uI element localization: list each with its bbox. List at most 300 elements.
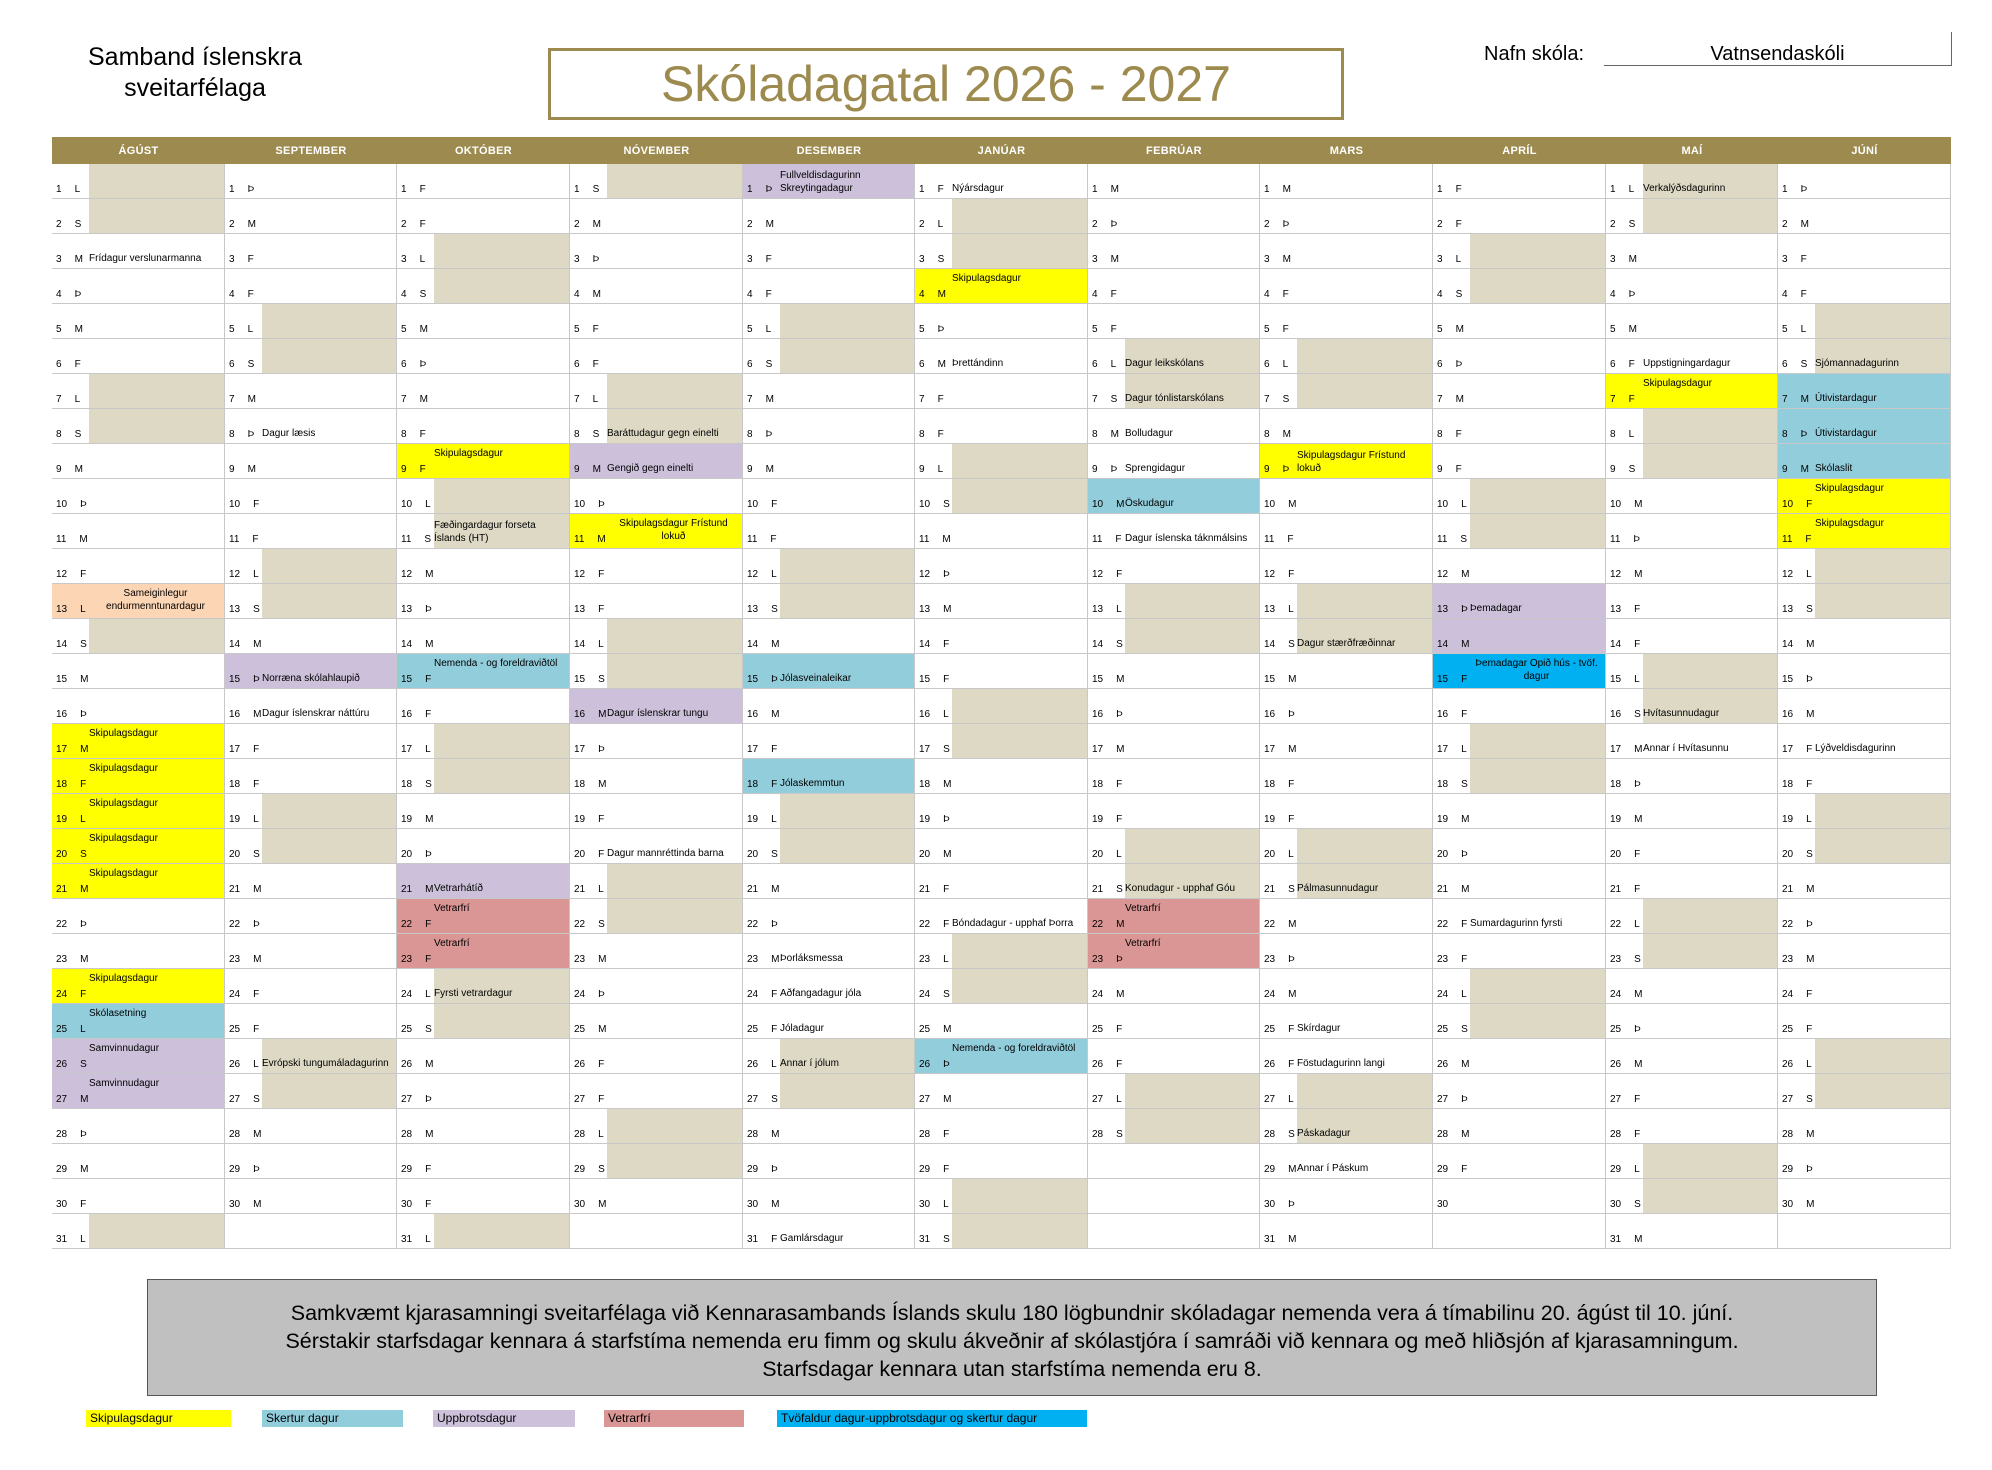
day-of-month: 20	[1092, 849, 1104, 860]
month-header: SEPTEMBER	[225, 137, 397, 164]
day-number	[919, 954, 949, 965]
weekday-letter: M	[1455, 324, 1464, 335]
weekday-letter: S	[1806, 1094, 1813, 1105]
weekday-letter: S	[937, 254, 945, 265]
day-cell	[225, 1004, 397, 1039]
day-cell	[397, 514, 570, 549]
day-cell	[397, 1074, 570, 1109]
day-cell	[915, 619, 1088, 654]
weekday-letter: F	[425, 1199, 432, 1210]
weekday-letter: M	[1455, 394, 1464, 405]
day-cell	[397, 864, 570, 899]
day-of-month: 29	[574, 1164, 586, 1175]
day-cell	[1433, 724, 1606, 759]
weekday-letter: M	[1634, 1059, 1643, 1070]
day-number	[401, 289, 426, 300]
weekday-letter: F	[771, 1234, 778, 1245]
day-number	[1092, 324, 1117, 335]
day-number	[1437, 919, 1467, 930]
day-cell	[1778, 584, 1951, 619]
weekday-letter: F	[598, 1094, 605, 1105]
day-of-month: 19	[229, 814, 241, 825]
school-name-field[interactable]: Vatnsendaskóli	[1604, 32, 1952, 66]
day-of-month: 1	[574, 184, 580, 195]
day-of-month: 10	[1610, 499, 1622, 510]
day-number	[56, 604, 86, 615]
day-number	[919, 464, 943, 475]
day-number	[919, 744, 950, 755]
day-cell	[915, 654, 1088, 689]
weekday-letter: Þ	[253, 674, 260, 685]
day-cell	[570, 1214, 743, 1249]
day-of-month: 2	[1092, 219, 1098, 230]
day-cell	[1606, 584, 1778, 619]
day-of-month: 2	[1264, 219, 1270, 230]
day-event-label: Skipulagsdagur	[89, 833, 158, 844]
day-number	[1264, 499, 1296, 510]
day-of-month: 20	[229, 849, 241, 860]
day-event-label: Annar í Páskum	[1297, 1163, 1369, 1174]
day-cell	[1778, 724, 1951, 759]
day-cell	[1088, 619, 1260, 654]
weekday-letter: M	[942, 534, 951, 545]
weekday-letter: F	[425, 674, 432, 685]
day-of-month: 21	[747, 884, 759, 895]
day-cell	[52, 1039, 225, 1074]
day-number	[1610, 1164, 1640, 1175]
day-number	[229, 1199, 261, 1210]
day-cell	[1606, 1179, 1778, 1214]
weekday-letter: M	[937, 289, 946, 300]
day-cell	[570, 479, 743, 514]
weekday-letter: S	[943, 499, 950, 510]
weekday-letter: F	[1634, 884, 1641, 895]
weekday-letter: S	[1288, 1129, 1295, 1140]
day-cell	[570, 654, 743, 689]
weekday-letter: F	[1806, 744, 1813, 755]
day-of-month: 15	[229, 674, 241, 685]
day-of-month: 11	[1437, 534, 1448, 545]
weekday-letter: F	[1287, 534, 1294, 545]
weekday-letter: S	[592, 429, 600, 440]
day-number	[919, 1059, 950, 1070]
day-number	[1437, 1059, 1469, 1070]
day-number	[56, 1059, 87, 1070]
day-number	[919, 394, 944, 405]
day-cell	[1260, 444, 1433, 479]
weekday-letter: F	[252, 534, 259, 545]
day-of-month: 10	[919, 499, 931, 510]
day-of-month: 28	[1610, 1129, 1622, 1140]
day-of-month: 28	[1264, 1129, 1276, 1140]
day-of-month: 22	[747, 919, 759, 930]
weekday-letter: F	[1800, 289, 1807, 300]
day-of-month: 13	[56, 604, 68, 615]
day-cell	[915, 1144, 1088, 1179]
day-of-month: 3	[401, 254, 407, 265]
weekday-letter: M	[1110, 254, 1119, 265]
weekday-letter: M	[1110, 429, 1119, 440]
day-of-month: 3	[229, 254, 235, 265]
day-number	[1092, 674, 1124, 685]
legend-item: Vetrarfrí	[604, 1410, 744, 1427]
weekday-letter: F	[592, 324, 599, 335]
day-cell	[570, 1144, 743, 1179]
day-number	[229, 884, 261, 895]
weekday-letter: M	[1288, 919, 1297, 930]
day-number	[747, 289, 772, 300]
day-of-month: 12	[56, 569, 68, 580]
day-number	[747, 989, 777, 1000]
day-number	[1092, 814, 1122, 825]
weekday-letter: F	[943, 919, 950, 930]
weekday-letter: Þ	[598, 499, 605, 510]
day-of-month: 29	[919, 1164, 931, 1175]
day-cell	[1778, 864, 1951, 899]
day-cell	[1433, 619, 1606, 654]
day-number	[1610, 1059, 1642, 1070]
weekday-letter: Þ	[80, 919, 87, 930]
day-of-month: 6	[1610, 359, 1616, 370]
day-cell	[743, 864, 915, 899]
day-number	[1437, 569, 1469, 580]
day-of-month: 10	[1437, 499, 1449, 510]
weekday-letter: M	[1634, 569, 1643, 580]
day-cell	[1088, 409, 1260, 444]
day-of-month: 30	[574, 1199, 586, 1210]
weekday-letter: L	[592, 394, 599, 405]
day-of-month: 19	[1092, 814, 1104, 825]
day-of-month: 17	[229, 744, 241, 755]
day-number	[747, 1059, 777, 1070]
day-cell	[915, 199, 1088, 234]
day-of-month: 20	[1264, 849, 1276, 860]
day-of-month: 25	[1264, 1024, 1276, 1035]
day-cell	[1260, 654, 1433, 689]
day-cell	[52, 304, 225, 339]
day-cell	[915, 514, 1088, 549]
day-number	[1437, 1164, 1467, 1175]
day-cell	[1088, 164, 1260, 199]
day-number	[747, 569, 777, 580]
day-of-month: 17	[401, 744, 413, 755]
weekday-letter: M	[592, 219, 601, 230]
day-event-label: Skipulagsdagur Frístund lokuð	[1297, 450, 1406, 474]
weekday-letter: Þ	[592, 254, 600, 265]
day-number	[229, 814, 259, 825]
day-cell	[743, 199, 915, 234]
weekday-letter: Þ	[247, 184, 255, 195]
day-of-month: 23	[1437, 954, 1449, 965]
day-number	[574, 1059, 604, 1070]
day-of-month: 28	[56, 1129, 68, 1140]
day-cell	[570, 339, 743, 374]
day-event-label: Vetrarhátíð	[434, 883, 483, 894]
day-of-month: 20	[919, 849, 931, 860]
day-number	[401, 184, 426, 195]
day-number	[56, 359, 81, 370]
day-cell	[915, 339, 1088, 374]
day-of-month: 1	[1264, 184, 1270, 195]
day-cell	[570, 1039, 743, 1074]
day-cell	[1088, 899, 1260, 934]
weekday-letter: L	[1461, 499, 1467, 510]
weekday-letter: F	[771, 989, 778, 1000]
weekday-letter: F	[1110, 324, 1117, 335]
day-cell	[1088, 1144, 1260, 1179]
day-of-month: 12	[229, 569, 241, 580]
day-of-month: 31	[1264, 1234, 1276, 1245]
weekday-letter: M	[1461, 814, 1470, 825]
day-of-month: 15	[56, 674, 68, 685]
day-cell	[1606, 969, 1778, 1004]
day-event-label: Sjómannadagurinn	[1815, 358, 1899, 369]
day-cell	[397, 794, 570, 829]
day-number	[229, 919, 260, 930]
weekday-letter: Þ	[943, 814, 950, 825]
weekday-letter: F	[1455, 184, 1462, 195]
day-event-label: Skipulagsdagur	[89, 868, 158, 879]
day-cell	[397, 934, 570, 969]
day-cell	[743, 654, 915, 689]
day-of-month: 16	[1610, 709, 1622, 720]
weekday-letter: S	[419, 289, 427, 300]
day-of-month: 26	[401, 1059, 413, 1070]
weekday-letter: S	[1806, 849, 1813, 860]
day-number	[1610, 814, 1642, 825]
day-number	[1437, 814, 1469, 825]
day-cell	[1433, 654, 1606, 689]
day-cell	[915, 864, 1088, 899]
day-of-month: 15	[1437, 674, 1449, 685]
weekday-letter: S	[80, 639, 87, 650]
day-of-month: 4	[574, 289, 580, 300]
day-number	[1782, 779, 1812, 790]
weekday-letter: M	[419, 324, 428, 335]
weekday-letter: F	[1806, 499, 1813, 510]
day-of-month: 8	[1437, 429, 1443, 440]
day-of-month: 29	[56, 1164, 68, 1175]
day-cell	[915, 1039, 1088, 1074]
day-cell	[1778, 899, 1951, 934]
day-cell	[915, 1214, 1088, 1249]
day-event-label: Nemenda - og foreldraviðtöl	[434, 658, 558, 669]
day-number	[574, 499, 605, 510]
day-number	[1610, 289, 1635, 300]
day-number	[56, 919, 87, 930]
weekday-letter: L	[1806, 1059, 1812, 1070]
day-of-month: 6	[401, 359, 407, 370]
day-event-label: Bóndadagur - upphaf Þorra	[952, 918, 1074, 929]
day-cell	[570, 899, 743, 934]
day-cell	[1088, 584, 1260, 619]
day-event-label: Sumardagurinn fyrsti	[1470, 918, 1563, 929]
weekday-letter: Þ	[80, 1129, 87, 1140]
day-of-month: 30	[56, 1199, 68, 1210]
day-cell	[743, 1144, 915, 1179]
day-event-label: Skipulagsdagur	[1815, 518, 1884, 529]
day-number	[1264, 604, 1294, 615]
day-number	[919, 1024, 951, 1035]
day-of-month: 23	[401, 954, 413, 965]
day-number	[1610, 604, 1640, 615]
day-cell	[743, 934, 915, 969]
note-line-2: Sérstakir starfsdagar kennara á starfstíma nemenda eru fimm og skulu ákveðnir af skólastjóra í samráði við kennara og með hliðsjón af kjarasamningum.	[285, 1329, 1739, 1353]
weekday-letter: L	[937, 219, 944, 230]
day-number	[1092, 1059, 1122, 1070]
weekday-letter: F	[1116, 1059, 1123, 1070]
day-number	[1610, 1129, 1640, 1140]
day-of-month: 28	[401, 1129, 413, 1140]
weekday-letter: F	[1628, 394, 1635, 405]
weekday-letter: F	[937, 429, 944, 440]
weekday-letter: M	[1634, 744, 1643, 755]
weekday-letter: F	[1806, 779, 1813, 790]
weekday-letter: F	[253, 744, 260, 755]
day-number	[1437, 359, 1462, 370]
weekday-letter: Þ	[943, 569, 950, 580]
day-of-month: 29	[1782, 1164, 1794, 1175]
day-event-label: Pálmasunnudagur	[1297, 883, 1379, 894]
day-of-month: 22	[1782, 919, 1794, 930]
weekday-letter: F	[1634, 849, 1641, 860]
day-number	[1610, 499, 1642, 510]
day-number	[401, 779, 432, 790]
day-of-month: 15	[919, 674, 931, 685]
day-number	[1264, 919, 1296, 930]
day-cell	[225, 304, 397, 339]
day-of-month: 8	[56, 429, 62, 440]
day-number	[747, 254, 772, 265]
weekday-letter: Þ	[1634, 779, 1641, 790]
month-header: FEBRÚAR	[1088, 137, 1260, 164]
day-number	[1092, 534, 1122, 545]
day-cell	[570, 864, 743, 899]
weekday-letter: M	[253, 1199, 262, 1210]
weekday-letter: S	[1110, 394, 1118, 405]
legend-item: Skipulagsdagur	[86, 1410, 231, 1427]
weekday-letter: F	[943, 1129, 950, 1140]
day-of-month: 9	[1092, 464, 1098, 475]
day-cell	[1260, 829, 1433, 864]
day-of-month: 12	[1782, 569, 1794, 580]
month-header: MAÍ	[1606, 137, 1778, 164]
day-event-label: Dagur stærðfræðinnar	[1297, 638, 1396, 649]
weekday-letter: L	[253, 1059, 259, 1070]
day-number	[919, 1234, 950, 1245]
day-of-month: 14	[1437, 639, 1449, 650]
day-number	[56, 534, 88, 545]
day-cell	[397, 549, 570, 584]
day-of-month: 23	[1782, 954, 1794, 965]
day-number	[1264, 289, 1289, 300]
day-number	[56, 1164, 88, 1175]
weekday-letter: M	[598, 1024, 607, 1035]
day-number	[1782, 184, 1807, 195]
day-number	[56, 254, 83, 265]
day-number	[1610, 324, 1637, 335]
day-number	[919, 569, 950, 580]
day-of-month: 19	[1610, 814, 1622, 825]
day-event-label: Fullveldisdagurinn Skreytingadagur	[780, 170, 861, 194]
day-of-month: 25	[56, 1024, 68, 1035]
day-cell	[1606, 339, 1778, 374]
day-cell	[1260, 969, 1433, 1004]
weekday-letter: M	[771, 1129, 780, 1140]
day-number	[56, 674, 88, 685]
day-of-month: 1	[747, 184, 753, 195]
day-event-label: Skipulagsdagur Frístund lokuð	[619, 518, 728, 542]
day-cell	[1606, 1039, 1778, 1074]
day-event-label: Vetrarfrí	[434, 938, 470, 949]
day-cell	[225, 374, 397, 409]
day-of-month: 19	[747, 814, 759, 825]
day-of-month: 8	[1264, 429, 1270, 440]
weekday-letter: L	[1116, 1094, 1122, 1105]
weekday-letter: M	[80, 674, 89, 685]
day-of-month: 8	[1782, 429, 1788, 440]
day-number	[574, 989, 605, 1000]
day-cell	[1778, 654, 1951, 689]
day-cell	[915, 1179, 1088, 1214]
day-of-month: 6	[574, 359, 580, 370]
day-cell	[743, 969, 915, 1004]
day-cell	[397, 654, 570, 689]
weekday-letter: L	[253, 569, 259, 580]
weekday-letter: F	[765, 289, 772, 300]
month-header: JÚNÍ	[1778, 137, 1951, 164]
weekday-letter: M	[1461, 884, 1470, 895]
day-event-label: Skipulagsdagur	[1643, 378, 1712, 389]
day-cell	[1778, 339, 1951, 374]
weekday-letter: M	[1116, 674, 1125, 685]
organization-name	[60, 42, 330, 104]
day-number	[56, 1094, 88, 1105]
day-of-month: 13	[401, 604, 413, 615]
day-number	[56, 464, 83, 475]
day-of-month: 24	[1437, 989, 1449, 1000]
day-cell	[1778, 1144, 1951, 1179]
day-event-label: Skipulagsdagur	[434, 448, 503, 459]
weekday-letter: Þ	[1461, 849, 1468, 860]
weekday-letter: M	[419, 394, 428, 405]
day-cell	[397, 724, 570, 759]
day-of-month: 9	[1437, 464, 1443, 475]
weekday-letter: L	[74, 394, 81, 405]
day-cell	[915, 234, 1088, 269]
day-cell	[1606, 934, 1778, 969]
day-number	[1610, 674, 1640, 685]
weekday-letter: M	[425, 639, 434, 650]
day-number	[574, 849, 604, 860]
day-number	[1264, 954, 1295, 965]
weekday-letter: F	[1282, 324, 1289, 335]
weekday-letter: F	[771, 744, 778, 755]
weekday-letter: S	[425, 779, 432, 790]
weekday-letter: Þ	[1110, 464, 1118, 475]
day-number	[919, 1094, 951, 1105]
day-cell	[1260, 899, 1433, 934]
weekday-letter: F	[1116, 779, 1123, 790]
day-of-month: 16	[747, 709, 759, 720]
weekday-letter: M	[80, 1164, 89, 1175]
day-of-month: 3	[1782, 254, 1788, 265]
day-cell	[397, 304, 570, 339]
day-number	[1610, 639, 1640, 650]
day-number	[1092, 709, 1123, 720]
weekday-letter: F	[1634, 1094, 1641, 1105]
day-cell	[1606, 269, 1778, 304]
